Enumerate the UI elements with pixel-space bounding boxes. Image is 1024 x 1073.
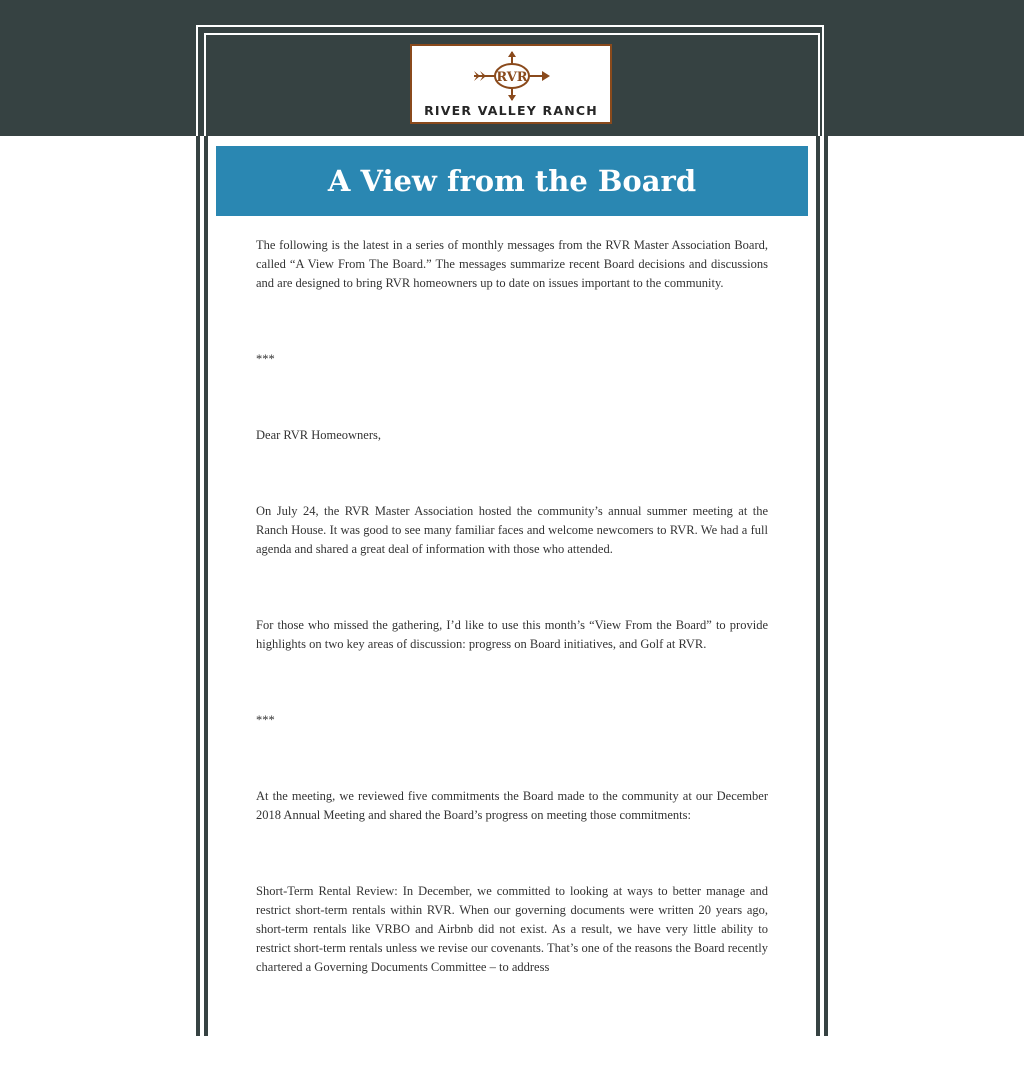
- rvr-brand-arrow-icon: [472, 50, 552, 102]
- body-paragraph: For those who missed the gathering, I’d like to use this month’s “View From the Board” to provide highlights on two key areas of discussion: progress on Board initiatives, and Golf at RVR.: [256, 618, 768, 651]
- body-paragraph: At the meeting, we reviewed five commitments the Board made to the community at our December 2018 Annual Meeting and shared the Board’s progress on meeting those commitments:: [256, 789, 768, 822]
- river-valley-ranch-logo[interactable]: [410, 44, 612, 124]
- body-paragraph: Short-Term Rental Review: In December, we committed to looking at ways to better manage and restrict short-term rentals within RVR. When our governing documents were written 20 years ago, short-term rentals like VRBO and Airbnb did not exist. As a result, we have very little ability to restrict short-term rentals unless we revise our covenants. That’s one of the reasons the Board recently chartered a Governing Documents Committee – to address: [256, 884, 768, 974]
- separator: ***: [256, 713, 275, 727]
- salutation: Dear RVR Homeowners,: [256, 428, 382, 442]
- svg-text:RVR: RVR: [496, 70, 528, 85]
- body-paragraph: On July 24, the RVR Master Association hosted the community’s annual summer meeting at the Ranch House. It was good to see many familiar faces and welcome newcomers to RVR. We had a full agenda and shared a great deal of information with those who attended.: [256, 504, 768, 556]
- title-banner: [216, 146, 808, 216]
- message-body: [256, 236, 768, 1034]
- logo-text: RIVER VALLEY RANCH: [424, 103, 598, 118]
- separator: ***: [256, 352, 275, 366]
- intro-paragraph: The following is the latest in a series of monthly messages from the RVR Master Association Board, called “A View From The Board.” The messages summarize recent Board decisions and discussions and are designed to bring RVR homeowners up to date on issues important to the community.: [256, 238, 768, 290]
- page-title: A View from the Board: [327, 164, 697, 198]
